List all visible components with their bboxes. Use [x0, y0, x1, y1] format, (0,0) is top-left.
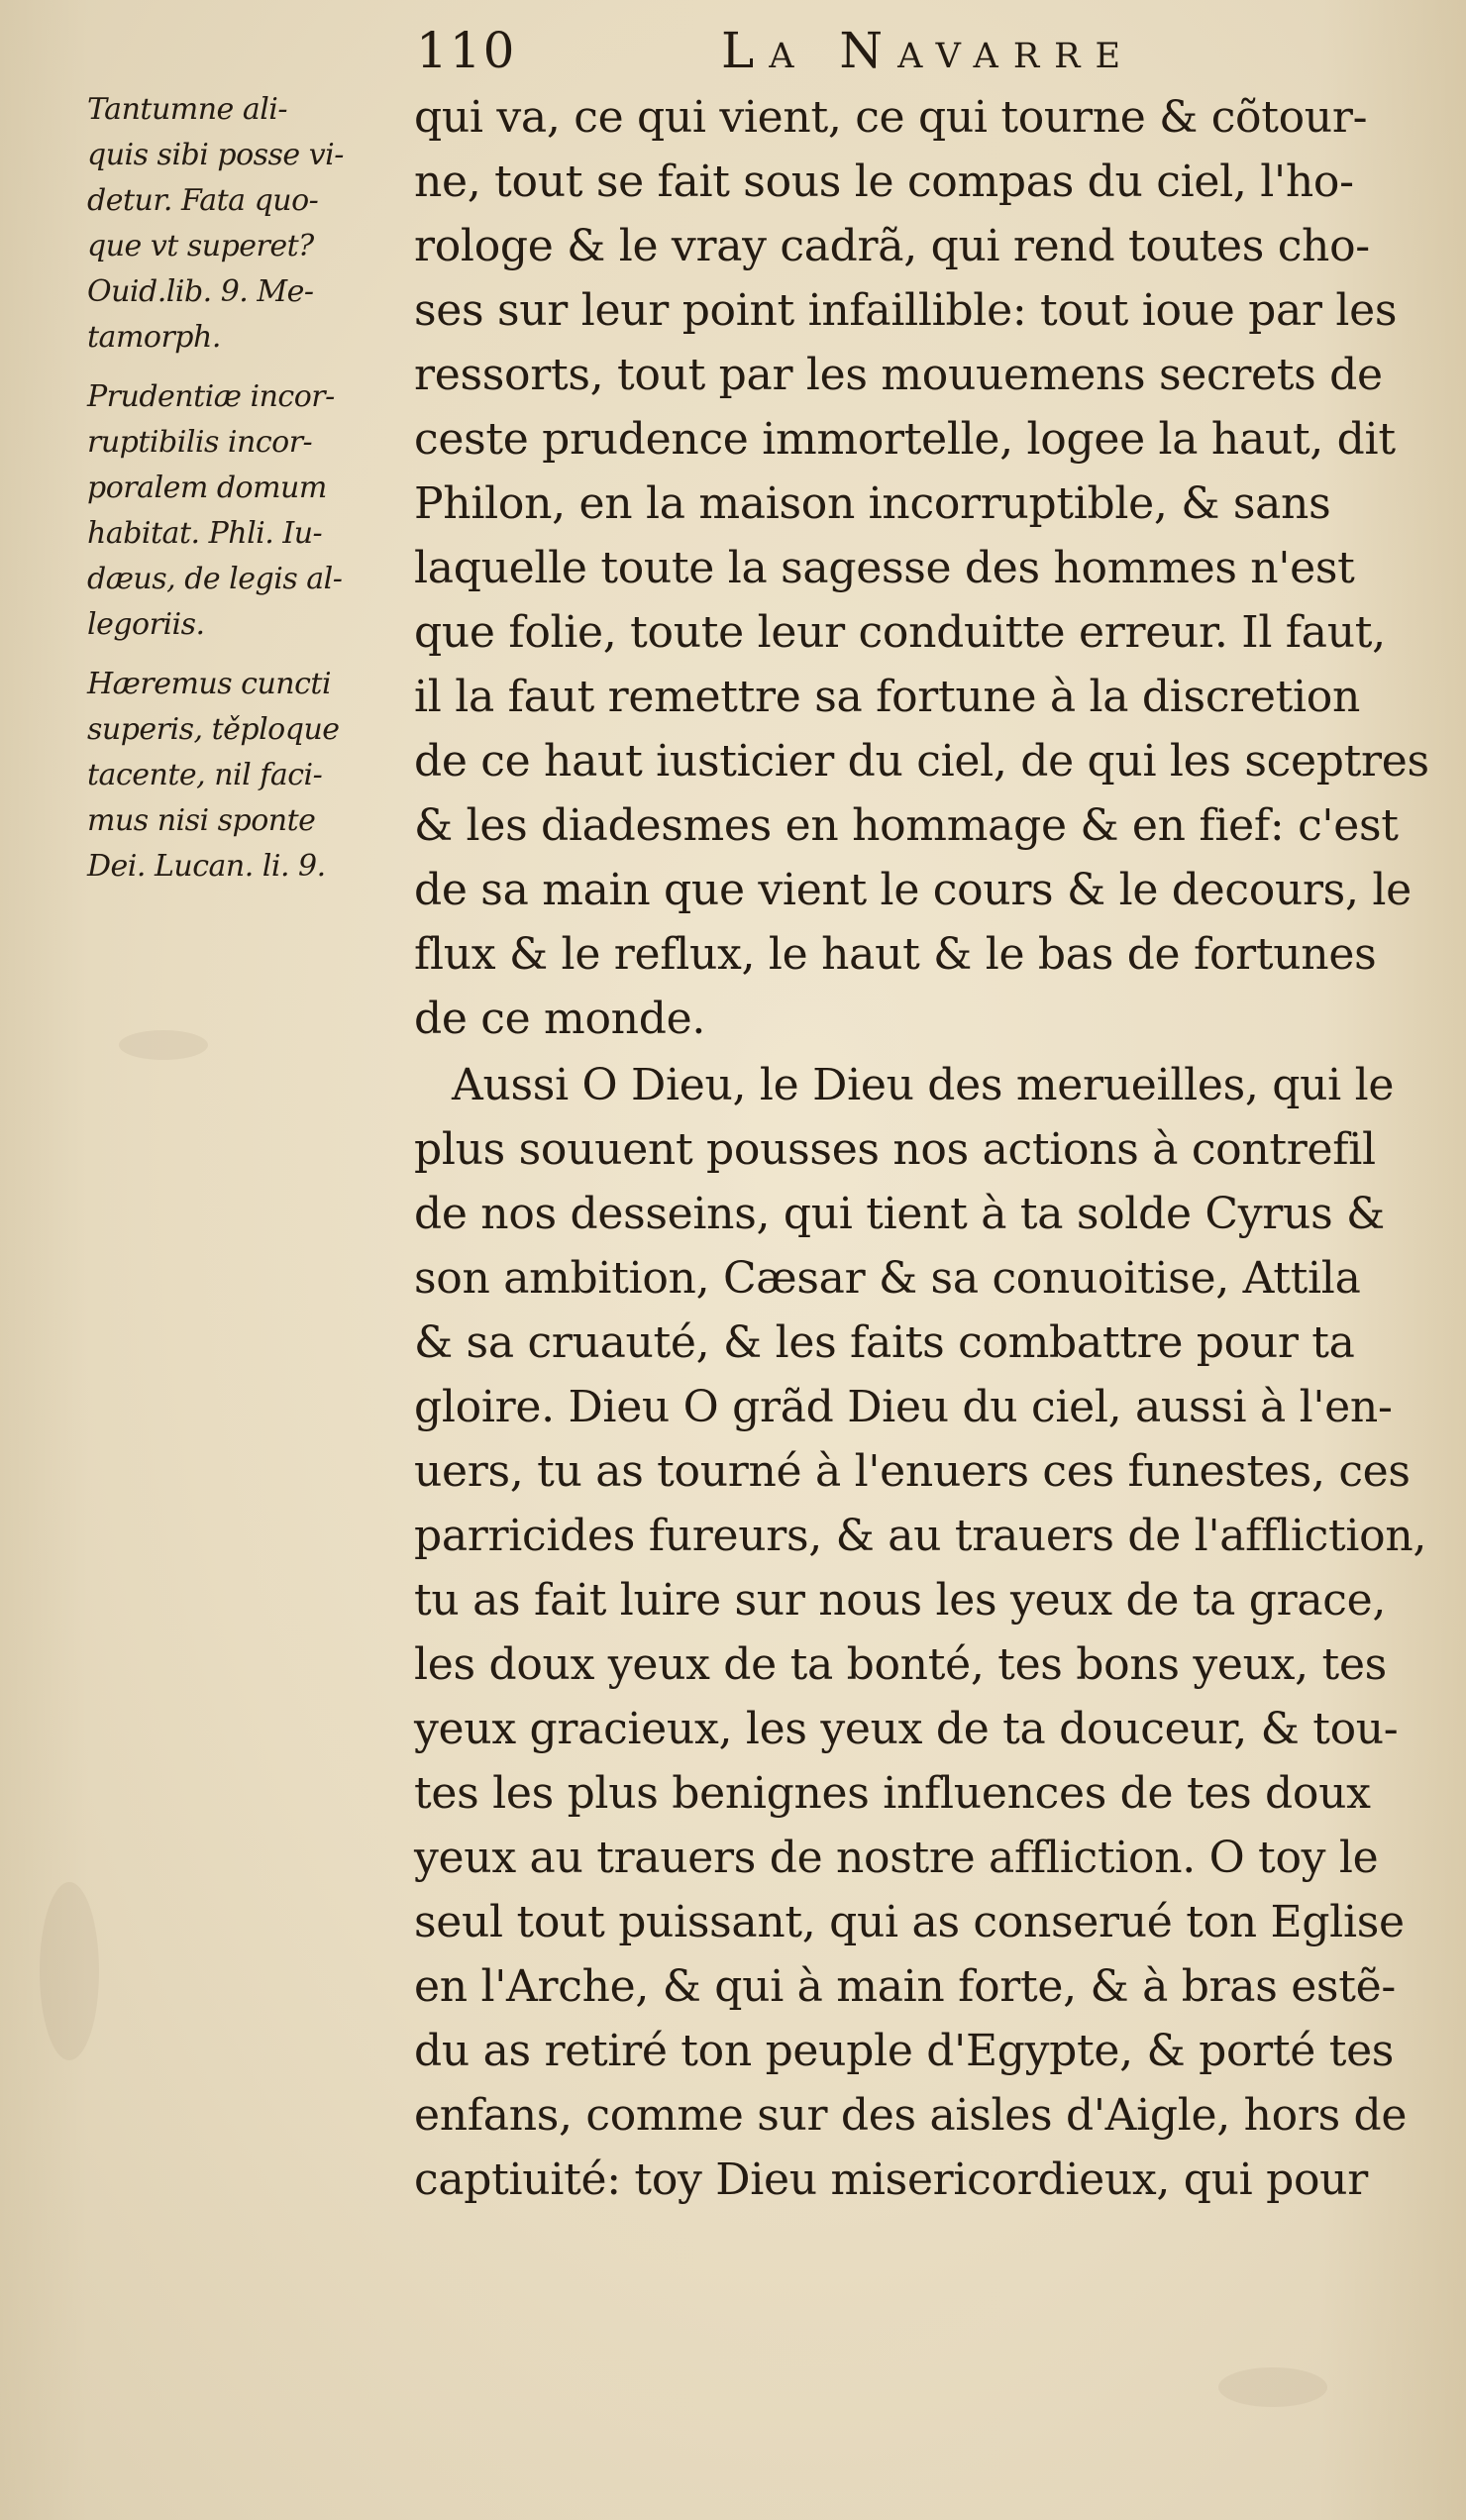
margin-note-line: mus nisi sponte	[87, 803, 316, 838]
text-line: yeux au trauers de nostre affliction. O toy le	[414, 1833, 1379, 1883]
text-line: ressorts, tout par les mouuemens secrets de	[414, 350, 1383, 400]
margin-note	[87, 87, 424, 361]
margin-note	[87, 374, 424, 648]
text-line: de sa main que vient le cours & le decours, le	[414, 865, 1412, 915]
text-line: tes les plus benignes influences de tes doux	[414, 1768, 1371, 1819]
text-line: rologe & le vray cadrã, qui rend toutes cho-	[414, 221, 1370, 271]
text-line: plus souuent pousses nos actions à contrefil	[414, 1124, 1376, 1175]
text-line: Philon, en la maison incorruptible, & sans	[414, 478, 1331, 529]
text-line: seul tout puissant, qui as conserué ton Eglise	[414, 1897, 1405, 1947]
margin-note-line: que vt superet?	[87, 229, 314, 263]
text-line: parricides fureurs, & au trauers de l'affliction,	[414, 1511, 1427, 1561]
text-line: laquelle toute la sagesse des hommes n'est	[414, 543, 1355, 593]
margin-note-line: ruptibilis incor-	[87, 425, 313, 460]
margin-note-line: Tantumne ali-	[87, 92, 288, 127]
running-head: La Navarre	[721, 22, 1136, 79]
text-line: qui va, ce qui vient, ce qui tourne & cõtour-	[414, 92, 1368, 143]
margin-note-line: tacente, nil faci-	[87, 758, 323, 792]
text-line: gloire. Dieu O grãd Dieu du ciel, aussi à l'en-	[414, 1382, 1393, 1432]
margin-note-line: Dei. Lucan. li. 9.	[87, 849, 326, 884]
margin-note-line: Prudentiæ incor-	[87, 379, 335, 414]
text-line: ne, tout se fait sous le compas du ciel, l'ho-	[414, 157, 1354, 207]
text-line: son ambition, Cæsar & sa conuoitise, Attila	[414, 1253, 1361, 1304]
text-line: il la faut remettre sa fortune à la discretion	[414, 672, 1361, 722]
text-line: les doux yeux de ta bonté, tes bons yeux, tes	[414, 1639, 1387, 1690]
margin-note-line: poralem domum	[87, 471, 327, 505]
text-line: enfans, comme sur des aisles d'Aigle, hors de	[414, 2090, 1408, 2141]
paragraph	[414, 1053, 1440, 2212]
page-number: 110	[416, 22, 517, 79]
margin-note	[87, 662, 424, 890]
text-line: uers, tu as tourné à l'enuers ces funestes, ces	[414, 1446, 1411, 1497]
margin-note-line: tamorph.	[87, 320, 221, 355]
text-line: captiuité: toy Dieu misericordieux, qui pour	[414, 2154, 1368, 2205]
text-line: ses sur leur point infaillible: tout ioue par les	[414, 285, 1398, 336]
text-line: yeux gracieux, les yeux de ta douceur, & tou-	[414, 1704, 1399, 1754]
text-line: Aussi O Dieu, le Dieu des merueilles, qui le	[452, 1060, 1395, 1110]
margin-note-line: dæus, de legis al-	[87, 562, 343, 596]
text-line: tu as fait luire sur nous les yeux de ta grace,	[414, 1575, 1387, 1626]
text-line: de ce haut iusticier du ciel, de qui les sceptres	[414, 736, 1429, 787]
margin-note-line: quis sibi posse vi-	[87, 138, 344, 172]
text-line: & sa cruauté, & les faits combattre pour ta	[414, 1317, 1355, 1368]
text-line: du as retiré ton peuple d'Egypte, & porté tes	[414, 2026, 1395, 2076]
body-text	[414, 85, 1440, 2212]
paper-stain	[40, 1882, 99, 2060]
paper-stain	[1218, 2367, 1327, 2407]
text-line: que folie, toute leur conduitte erreur. Il faut,	[414, 607, 1386, 658]
text-line: & les diadesmes en hommage & en fief: c'est	[414, 800, 1399, 851]
page-header	[0, 22, 1466, 91]
text-line: en l'Arche, & qui à main forte, & à bras estẽ-	[414, 1961, 1396, 2012]
margin-note-line: superis, těploque	[87, 712, 340, 747]
margin-note-line: Ouid.lib. 9. Me-	[87, 274, 314, 309]
text-line: de nos desseins, qui tient à ta solde Cyrus &	[414, 1189, 1385, 1239]
paragraph	[414, 85, 1440, 1051]
margin-note-line: legoriis.	[87, 607, 205, 642]
text-line: flux & le reflux, le haut & le bas de fortunes	[414, 929, 1377, 980]
margin-note-line: Hæremus cuncti	[87, 667, 332, 701]
margin-notes	[87, 87, 424, 903]
paper-stain	[119, 1030, 208, 1060]
text-line: ceste prudence immortelle, logee la haut, dit	[414, 414, 1396, 465]
margin-note-line: habitat. Phli. Iu-	[87, 516, 323, 551]
text-line: de ce monde.	[414, 994, 706, 1044]
margin-note-line: detur. Fata quo-	[87, 183, 319, 218]
